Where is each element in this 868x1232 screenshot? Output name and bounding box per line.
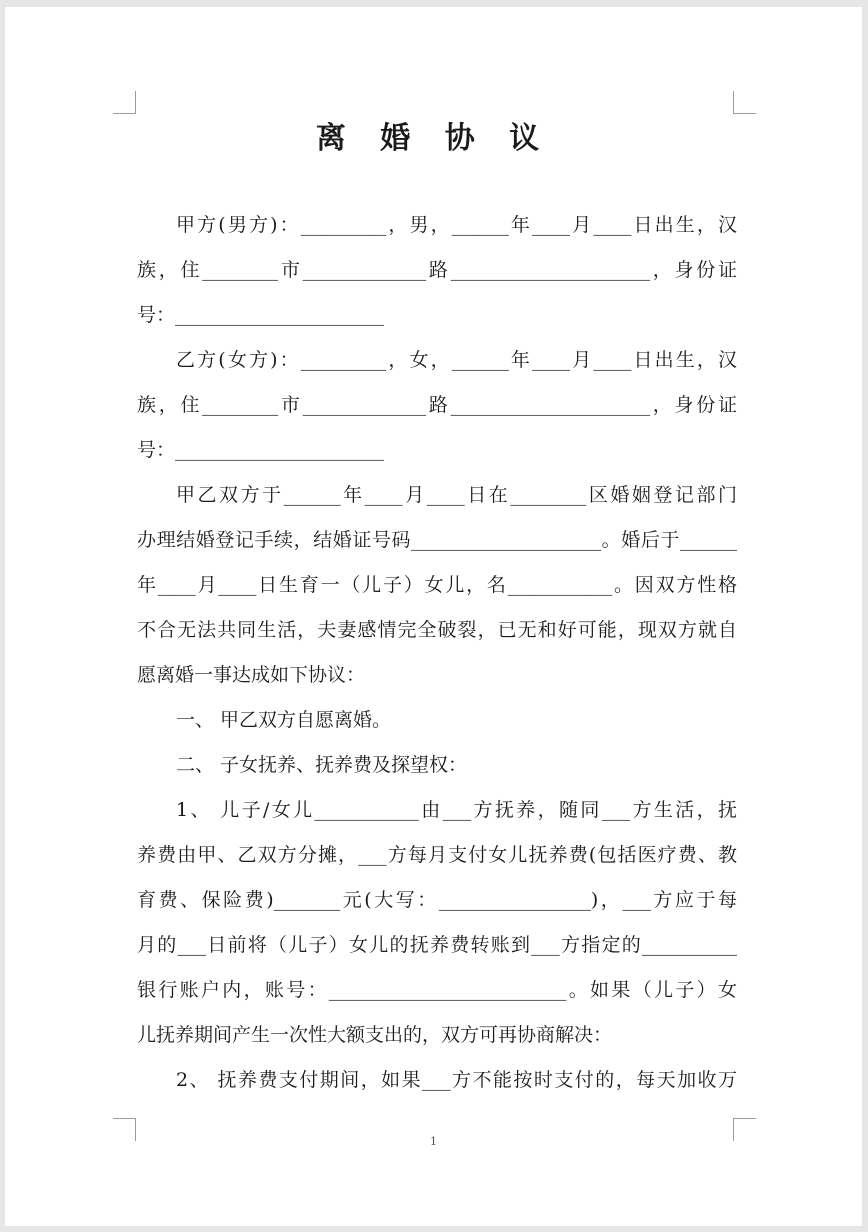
text-line: 办理结婚登记手续，结婚证号码____________________。婚后于______ bbox=[137, 529, 737, 551]
text-line: 甲方(男方)：_________，男，______年____月____日出生，汉 bbox=[176, 214, 737, 236]
margin-corner-top-left bbox=[113, 91, 136, 114]
document-title: 离 婚 协 议 bbox=[315, 121, 552, 156]
text-line: 族，住________市_____________路_____________________，身份证 bbox=[137, 259, 737, 281]
text-line: 甲乙双方于______年____月____日在________区婚姻登记部门 bbox=[176, 484, 737, 506]
text-line: 年____月____日生育一（儿子）女儿，名___________。因双方性格 bbox=[137, 574, 737, 596]
text-line: 养费由甲、乙双方分摊，___方每月支付女儿抚养费(包括医疗费、教 bbox=[137, 844, 737, 866]
document-page bbox=[5, 7, 862, 1226]
text-line: 号：______________________ bbox=[137, 439, 385, 461]
text-line: 族，住________市_____________路_____________________，身份证 bbox=[137, 394, 737, 416]
text-line: 愿离婚一事达成如下协议： bbox=[137, 664, 366, 686]
text-line: 不合无法共同生活，夫妻感情完全破裂，已无和好可能，现双方就自 bbox=[137, 619, 737, 641]
margin-corner-top-right bbox=[733, 91, 756, 114]
clause-heading: 一、 甲乙双方自愿离婚。 bbox=[176, 709, 392, 731]
text-line: 育费、保险费)_______元(大写：________________)，___方应于每 bbox=[137, 889, 737, 911]
text-line: 银行账户内，账号：_________________________。如果（儿子）女 bbox=[137, 979, 737, 1001]
text-line: 儿抚养期间产生一次性大额支出的，双方可再协商解决： bbox=[137, 1024, 613, 1046]
page-number: 1 bbox=[430, 1135, 437, 1148]
text-line: 2、 抚养费支付期间，如果___方不能按时支付的，每天加收万 bbox=[176, 1069, 737, 1091]
text-line: 月的___日前将（儿子）女儿的抚养费转账到___方指定的__________ bbox=[137, 934, 737, 956]
text-line: 乙方(女方)：_________，女，______年____月____日出生，汉 bbox=[176, 349, 737, 371]
clause-heading: 二、 子女抚养、抚养费及探望权： bbox=[176, 754, 468, 776]
text-line: 号：______________________ bbox=[137, 304, 385, 326]
text-line: 1、 儿子/女儿___________由___方抚养，随同___方生活，抚 bbox=[176, 799, 737, 821]
